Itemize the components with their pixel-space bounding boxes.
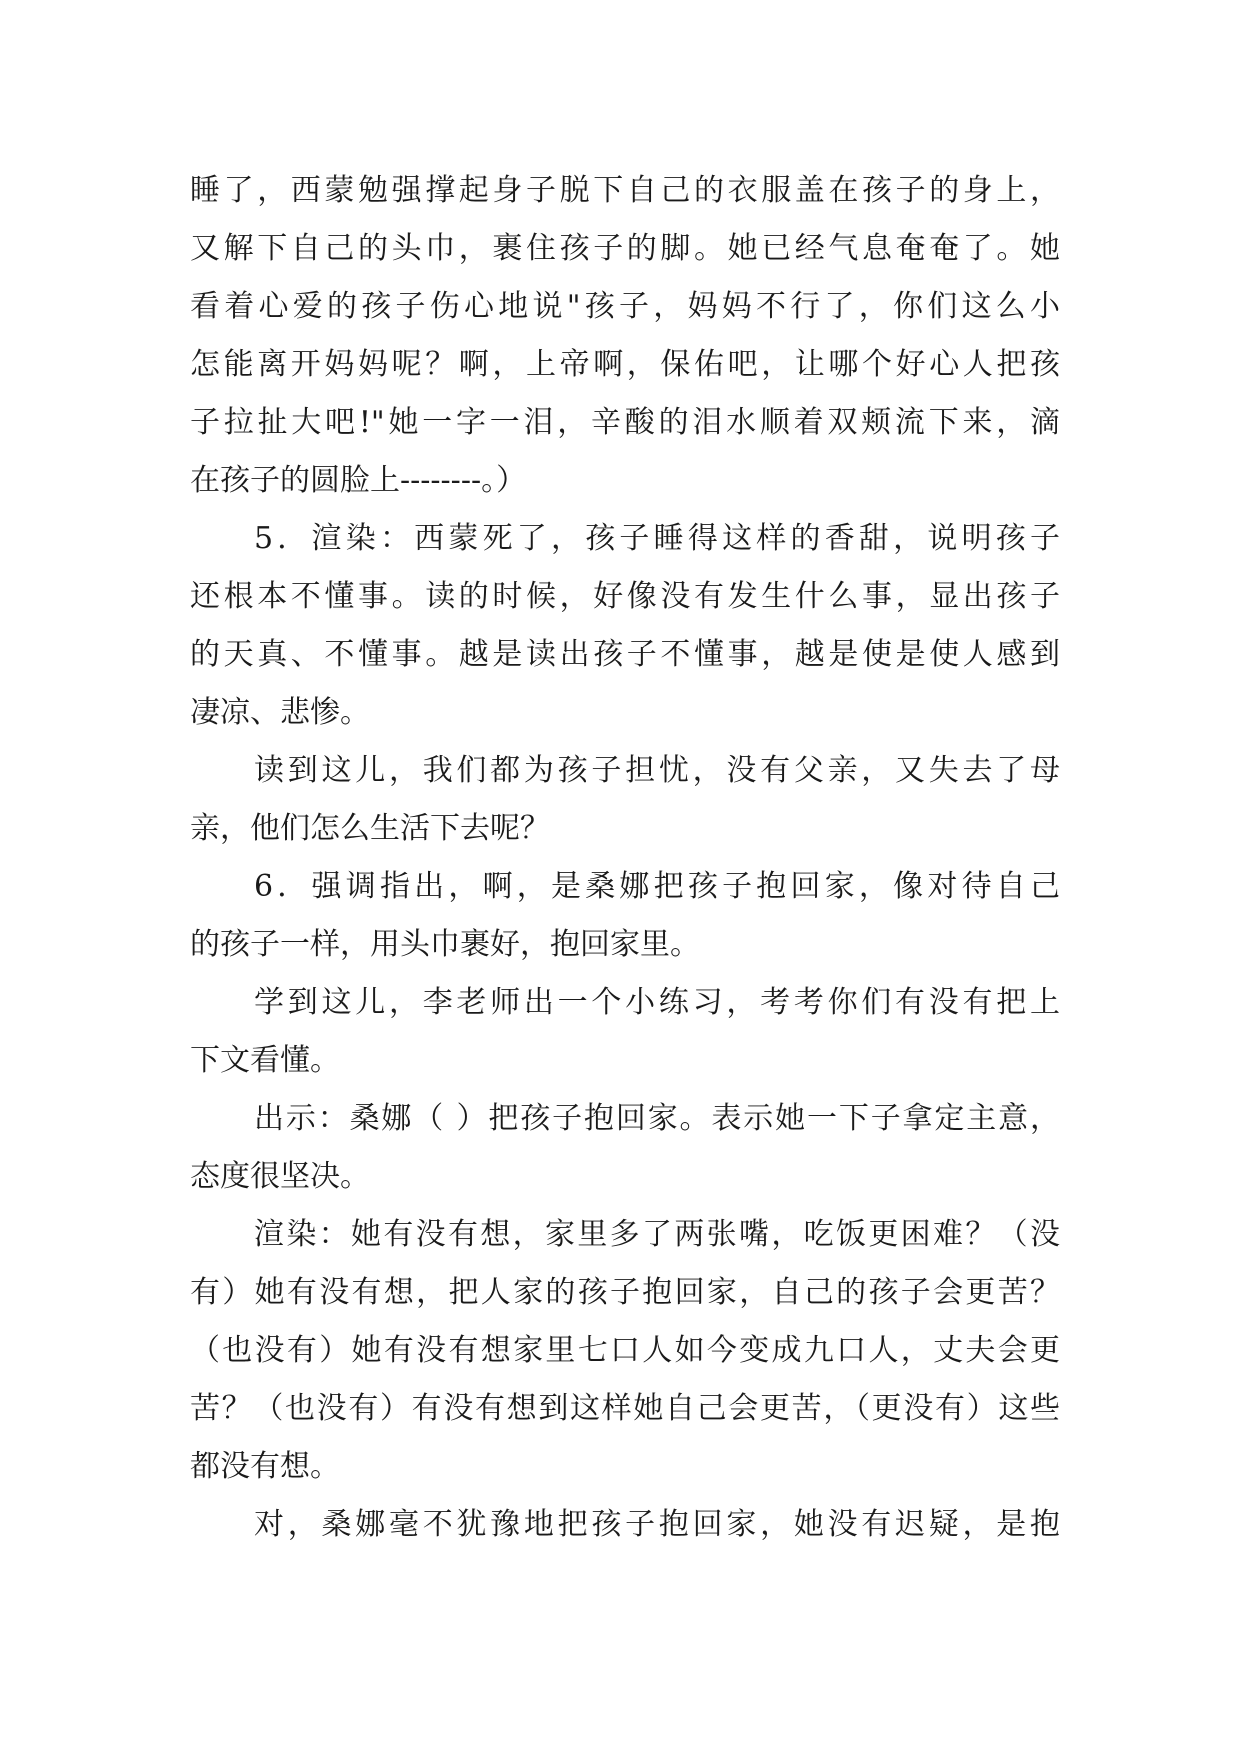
text-line: 对，桑娜毫不犹豫地把孩子抱回家，她没有迟疑，是抱 bbox=[254, 1507, 1060, 1542]
text-line: 6．强调指出，啊，是桑娜把孩子抱回家，像对待自己 bbox=[254, 869, 1060, 904]
text-line: 又解下自己的头巾，裹住孩子的脚。她已经气息奄奄了。她 bbox=[190, 231, 1060, 266]
text-line: 渲染：她有没有想，家里多了两张嘴，吃饭更困难？（没 bbox=[254, 1217, 1060, 1252]
text-line: （也没有）她有没有想家里七口人如今变成九口人，丈夫会更 bbox=[190, 1333, 1060, 1368]
text-line: 苦？（也没有）有没有想到这样她自己会更苦，（更没有）这些 bbox=[190, 1391, 1060, 1426]
text-line: 都没有想。 bbox=[190, 1449, 340, 1484]
text-line: 学到这儿，李老师出一个小练习，考考你们有没有把上 bbox=[254, 985, 1060, 1020]
text-line: 5．渲染：西蒙死了，孩子睡得这样的香甜，说明孩子 bbox=[254, 521, 1060, 556]
text-line: 睡了，西蒙勉强撑起身子脱下自己的衣服盖在孩子的身上， bbox=[190, 173, 1060, 208]
text-line: 凄凉、悲惨。 bbox=[190, 695, 370, 730]
text-line: 还根本不懂事。读的时候，好像没有发生什么事，显出孩子 bbox=[190, 579, 1060, 614]
text-line: 亲，他们怎么生活下去呢？ bbox=[190, 811, 550, 846]
text-line: 怎能离开妈妈呢？啊，上帝啊，保佑吧，让哪个好心人把孩 bbox=[190, 347, 1060, 382]
text-line: 读到这儿，我们都为孩子担忧，没有父亲，又失去了母 bbox=[254, 753, 1060, 788]
text-line: 子拉扯大吧!"她一字一泪，辛酸的泪水顺着双颊流下来，滴 bbox=[190, 405, 1060, 440]
text-line: 下文看懂。 bbox=[190, 1043, 340, 1078]
text-line: 态度很坚决。 bbox=[190, 1159, 370, 1194]
text-line: 的天真、不懂事。越是读出孩子不懂事，越是使是使人感到 bbox=[190, 637, 1060, 672]
text-line: 有）她有没有想，把人家的孩子抱回家，自己的孩子会更苦？ bbox=[190, 1275, 1060, 1310]
document-body bbox=[190, 162, 1060, 1554]
text-line: 看着心爱的孩子伤心地说"孩子，妈妈不行了，你们这么小 bbox=[190, 289, 1060, 324]
text-line: 的孩子一样，用头巾裹好，抱回家里。 bbox=[190, 927, 700, 962]
text-line: 出示：桑娜（ ）把孩子抱回家。表示她一下子拿定主意， bbox=[254, 1101, 1060, 1136]
text-line: 在孩子的圆脸上--------。） bbox=[190, 463, 527, 498]
